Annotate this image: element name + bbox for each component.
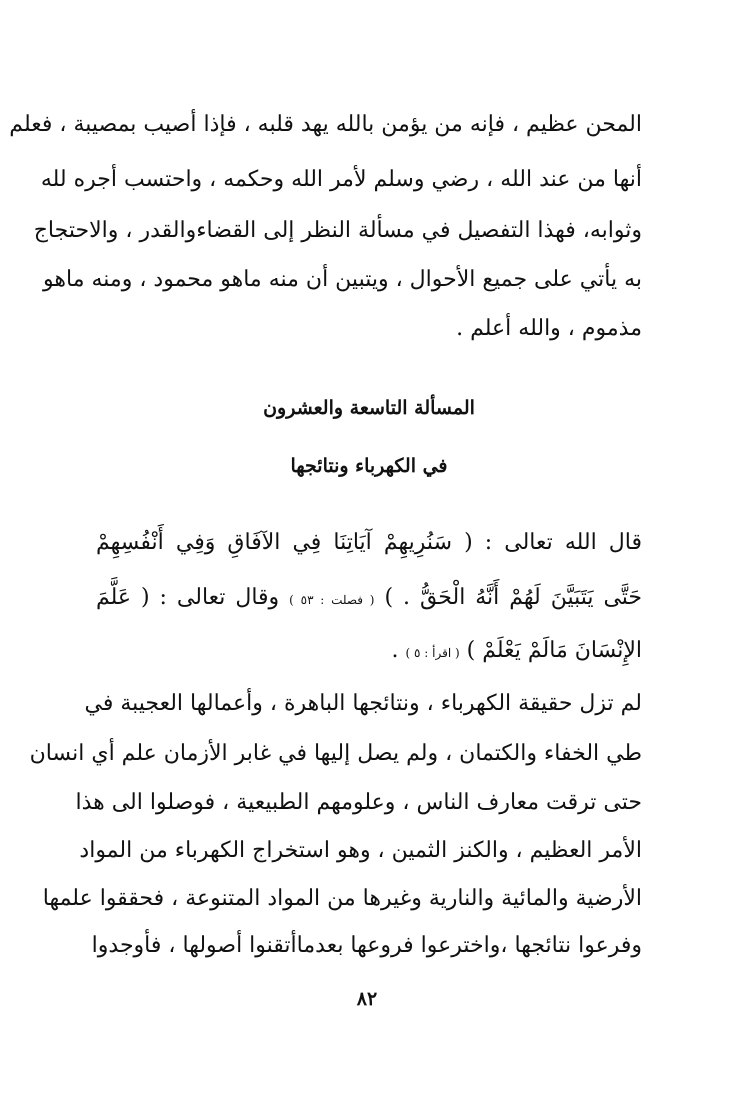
section-subtitle: في الكهرباء ونتائجها [290,455,448,477]
paragraph2-line-3: حتى ترقت معارف الناس ، وعلومهم الطبيعية ، فوصلوا الى هذا [75,790,642,815]
quote-line-3 [96,631,642,671]
quote-line-2-end: وقال تعالى : ( عَلَّمَ [96,585,280,610]
quote-line-2 [96,578,642,618]
paragraph1-line-1: المحن عظيم ، فإنه من يؤمن بالله يهد قلبه ، فإذا أصيب بمصيبة ، فعلم [9,112,642,137]
paragraph2-line-5: الأرضية والمائية والنارية وغيرها من المواد المتنوعة ، فحققوا علمها [42,886,642,911]
quote-line-3-reference: ( اقرأ : ٥ ) [405,646,460,660]
paragraph1-line-2: أنها من عند الله ، رضي وسلم لأمر الله وحكمه ، واحتسب أجره لله [40,167,642,192]
paragraph2-line-6: وفرعوا نتائجها ،واخترعوا فروعها بعدماأتقنوا أصولها ، فأوجدوا [91,933,642,958]
paragraph2-line-2: طي الخفاء والكتمان ، ولم يصل إليها في غابر الأزمان علم أي انسان [29,741,642,766]
paragraph1-line-3: وثوابه، فهذا التفصيل في مسألة النظر إلى القضاءوالقدر ، والاحتجاج [33,218,642,243]
quote-line-3-end: . [391,638,399,663]
paragraph2-line-4: الأمر العظيم ، والكنز الثمين ، وهو استخراج الكهرباء من المواد [79,838,642,863]
section-title: المسألة التاسعة والعشرون [263,397,475,419]
quote-line-3-text: الإِنْسَانَ مَالَمْ يَعْلَمْ ) [466,638,642,663]
quote-line-2-text: حَتَّى يَتَبَيَّنَ لَهُمْ أَنَّهُ الْحَقُّ . ) [384,585,643,610]
paragraph1-line-4: به يأتي على جميع الأحوال ، ويتبين أن منه ماهو محمود ، ومنه ماهو [43,267,642,292]
quote-line-1: قال الله تعالى : ( سَنُرِيهِمْ آيَاتِنَا فِي الآفَاقِ وَفِي أَنْفُسِهِمْ [96,530,642,555]
quote-line-2-reference: ( فصلت : ٥٣ ) [289,593,375,607]
paragraph1-line-5: مذموم ، والله أعلم . [456,316,642,341]
paragraph2-line-1: لم تزل حقيقة الكهرباء ، ونتائجها الباهرة ، وأعمالها العجيبة في [84,691,642,716]
page-number: ٨٢ [356,988,378,1010]
